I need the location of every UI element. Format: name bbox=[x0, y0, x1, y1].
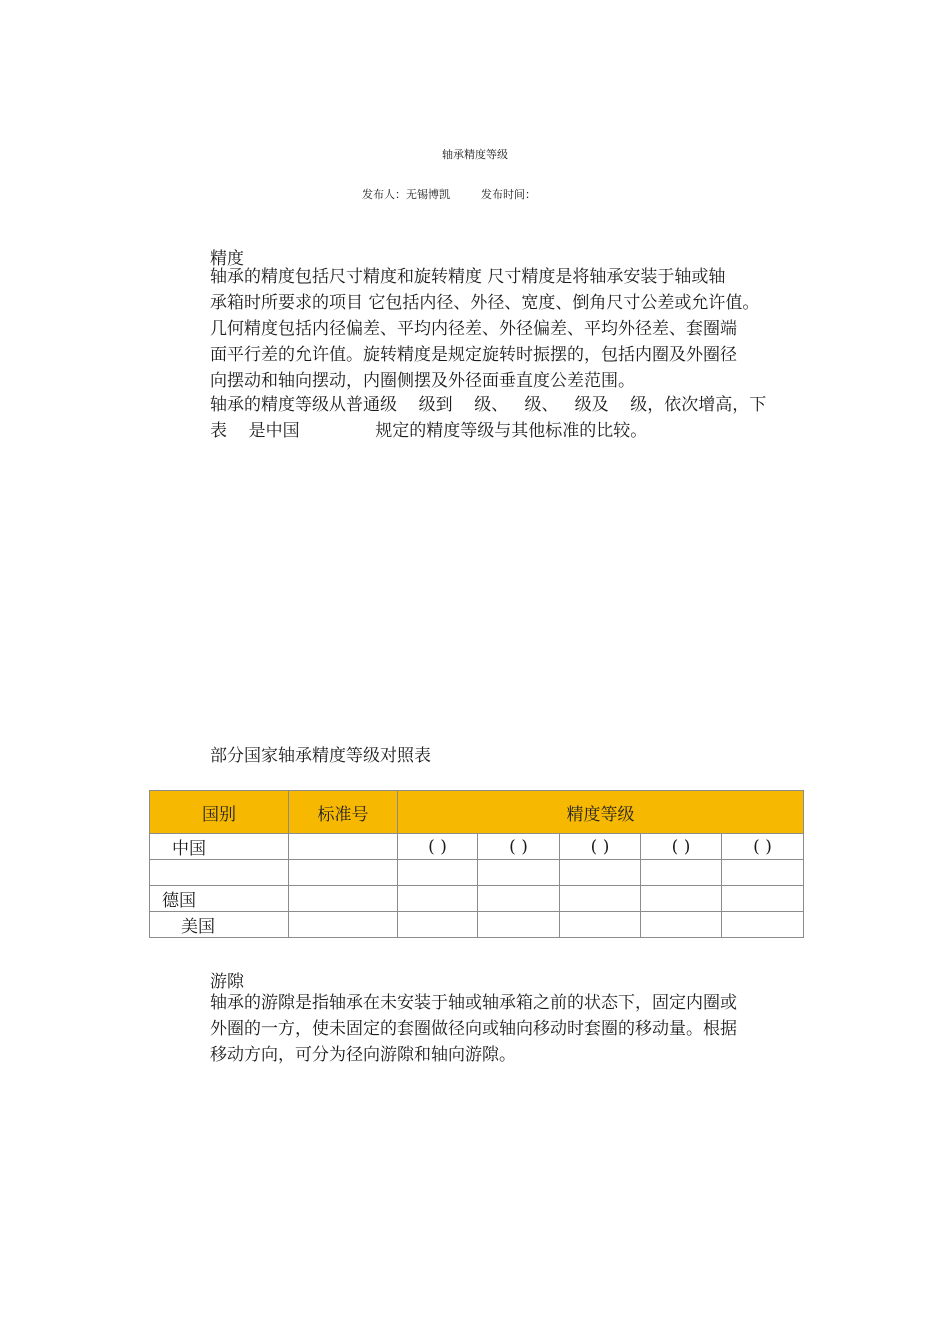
grade-cell bbox=[722, 886, 804, 912]
paragraph-line: 向摆动和轴向摆动，内圈侧摆及外径面垂直度公差范围。 bbox=[210, 371, 635, 391]
standard-cell bbox=[289, 860, 398, 886]
grade-cell bbox=[478, 886, 560, 912]
grade-cell bbox=[478, 860, 560, 886]
table-row bbox=[150, 834, 804, 860]
publisher-label: 发布人：无锡博凯 bbox=[362, 188, 450, 201]
paragraph-line: 轴承的游隙是指轴承在未安装于轴或轴承箱之前的状态下，固定内圈或 bbox=[210, 993, 737, 1013]
grade-cell bbox=[398, 912, 478, 938]
standard-cell bbox=[289, 834, 398, 860]
grade-cell bbox=[478, 912, 560, 938]
paragraph-line: 轴承的精度等级从普通级 级到 级、 级、 级及 级，依次增高，下 bbox=[210, 395, 767, 415]
standard-cell bbox=[289, 912, 398, 938]
grade-cell: ( ) bbox=[560, 834, 641, 860]
table-caption: 部分国家轴承精度等级对照表 bbox=[210, 746, 431, 766]
paragraph-line: 面平行差的允许值。旋转精度是规定旋转时振摆的，包括内圈及外圈径 bbox=[210, 345, 737, 365]
grade-cell bbox=[398, 886, 478, 912]
header-country: 国别 bbox=[150, 791, 289, 834]
grade-cell bbox=[722, 912, 804, 938]
grade-cell bbox=[560, 912, 641, 938]
clearance-heading: 游隙 bbox=[210, 972, 244, 992]
grade-cell bbox=[560, 886, 641, 912]
table-row bbox=[150, 886, 804, 912]
paragraph-line: 轴承的精度包括尺寸精度和旋转精度 尺寸精度是将轴承安装于轴或轴 bbox=[210, 267, 726, 287]
grade-cell bbox=[641, 886, 722, 912]
grade-cell bbox=[722, 860, 804, 886]
paragraph-line: 移动方向，可分为径向游隙和轴向游隙。 bbox=[210, 1045, 516, 1065]
paragraph-line: 几何精度包括内径偏差、平均内径差、外径偏差、平均外径差、套圈端 bbox=[210, 319, 737, 339]
table-row bbox=[150, 860, 804, 886]
paragraph-line: 承箱时所要求的项目 它包括内径、外径、宽度、倒角尺寸公差或允许值。 bbox=[210, 293, 760, 313]
header-standard: 标准号 bbox=[289, 791, 398, 834]
table-row bbox=[150, 912, 804, 938]
grade-cell: ( ) bbox=[398, 834, 478, 860]
grade-cell: ( ) bbox=[478, 834, 560, 860]
precision-grade-table bbox=[149, 790, 804, 938]
grade-cell bbox=[560, 860, 641, 886]
publish-time-label: 发布时间： bbox=[481, 188, 536, 201]
standard-cell bbox=[289, 886, 398, 912]
table-header-row bbox=[150, 791, 804, 834]
grade-cell bbox=[398, 860, 478, 886]
header-grade: 精度等级 bbox=[398, 791, 804, 834]
grade-cell bbox=[641, 860, 722, 886]
paragraph-line: 表 是中国 规定的精度等级与其他标准的比较。 bbox=[210, 421, 648, 441]
grade-cell bbox=[641, 912, 722, 938]
country-cell bbox=[150, 860, 289, 886]
precision-heading: 精度 bbox=[210, 249, 244, 269]
country-cell: 美国 bbox=[150, 912, 289, 938]
grade-cell: ( ) bbox=[722, 834, 804, 860]
country-cell: 中国 bbox=[150, 834, 289, 860]
grade-cell: ( ) bbox=[641, 834, 722, 860]
country-cell: 德国 bbox=[150, 886, 289, 912]
paragraph-line: 外圈的一方，使未固定的套圈做径向或轴向移动时套圈的移动量。根据 bbox=[210, 1019, 737, 1039]
document-title: 轴承精度等级 bbox=[442, 148, 508, 161]
